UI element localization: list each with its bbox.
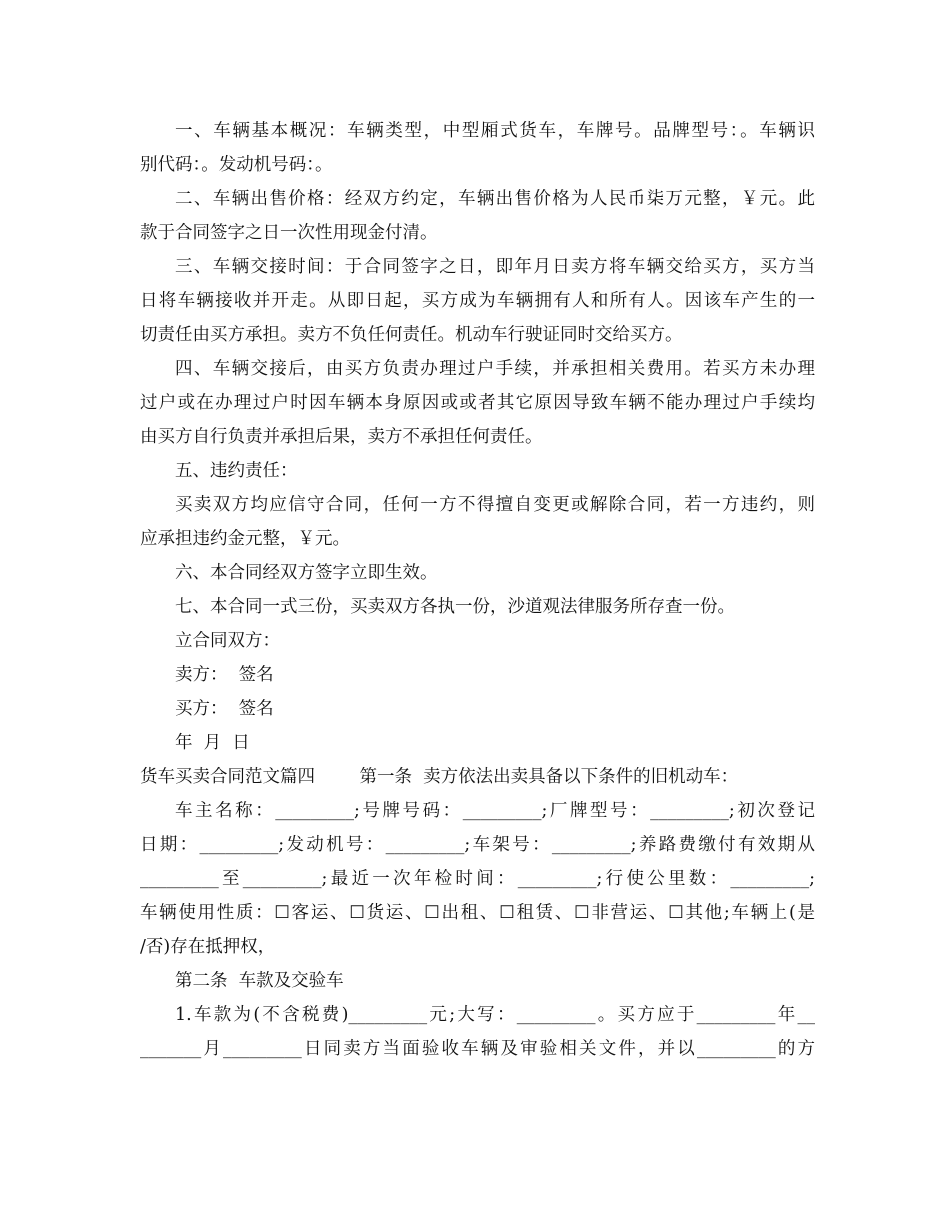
paragraph-vehicle-overview-line-2: 别代码：。发动机号码：。 — [140, 155, 333, 175]
payment-line-1: 1.车款为(不含税费)_________元;大写：_________。买方应于_________年__ — [175, 1005, 815, 1025]
paragraph-breach-line-2: 应承担违约金元整，￥元。 — [140, 529, 350, 549]
paragraph-handover-time-line-1: 三、车辆交接时间：于合同签字之日，即年月日卖方将车辆交给买方，买方当 — [175, 257, 815, 277]
heading-article-two: 第二条 车款及交验车 — [175, 971, 344, 991]
section-title-article-one: 货车买卖合同范文篇四 第一条 卖方依法出卖具备以下条件的旧机动车： — [140, 767, 739, 787]
paragraph-effective: 六、本合同经双方签字立即生效。 — [175, 563, 438, 583]
payment-line-2: _______月_________日同卖方当面验收车辆及审验相关文件，并以_________的方 — [140, 1039, 815, 1059]
paragraph-transfer-line-3: 由买方自行负责并承担后果，卖方不承担任何责任。 — [140, 427, 543, 447]
paragraph-sale-price-line-1: 二、车辆出售价格：经双方约定，车辆出售价格为人民币柒万元整，￥元。此 — [175, 189, 815, 209]
heading-breach-liability: 五、违约责任： — [175, 461, 298, 481]
paragraph-handover-time-line-3: 切责任由买方承担。卖方不负任何责任。机动车行驶证同时交给买方。 — [140, 325, 683, 345]
document-body — [140, 114, 815, 1066]
paragraph-vehicle-overview-line-1: 一、车辆基本概况：车辆类型，中型厢式货车，车牌号。品牌型号：。车辆识 — [175, 121, 815, 141]
seller-signature-line: 卖方： 签名 — [175, 665, 274, 685]
paragraph-breach-line-1: 买卖双方均应信守合同，任何一方不得擅自变更或解除合同，若一方违约，则 — [175, 495, 815, 515]
vehicle-info-line-2: 日期：_________;发动机号：_________;车架号：_________;养路费缴付有效期从 — [140, 835, 815, 855]
paragraph-transfer-line-2: 过户或在办理过户时因车辆本身原因或或者其它原因导致车辆不能办理过户手续均 — [140, 393, 815, 413]
signature-parties-label: 立合同双方： — [175, 631, 280, 651]
paragraph-sale-price-line-2: 款于合同签字之日一次性用现金付清。 — [140, 223, 438, 243]
vehicle-usage-line-1: 车辆使用性质：☐客运、☐货运、☐出租、☐租赁、☐非营运、☐其他;车辆上(是 — [140, 903, 815, 923]
signature-date-line: 年 月 日 — [175, 733, 250, 753]
buyer-signature-line: 买方： 签名 — [175, 699, 274, 719]
vehicle-info-line-1: 车主名称：_________;号牌号码：_________;厂牌型号：_________;初次登记 — [175, 801, 815, 821]
paragraph-handover-time-line-2: 日将车辆接收并开走。从即日起，买方成为车辆拥有人和所有人。因该车产生的一 — [140, 291, 815, 311]
paragraph-copies: 七、本合同一式三份，买卖双方各执一份，沙道观法律服务所存查一份。 — [175, 597, 735, 617]
paragraph-transfer-line-1: 四、车辆交接后，由买方负责办理过户手续，并承担相关费用。若买方未办理 — [175, 359, 815, 379]
vehicle-info-line-3: _________至_________;最近一次年检时间：_________;行使公里数：_________; — [140, 869, 815, 889]
vehicle-usage-line-2: /否)存在抵押权， — [140, 937, 276, 957]
